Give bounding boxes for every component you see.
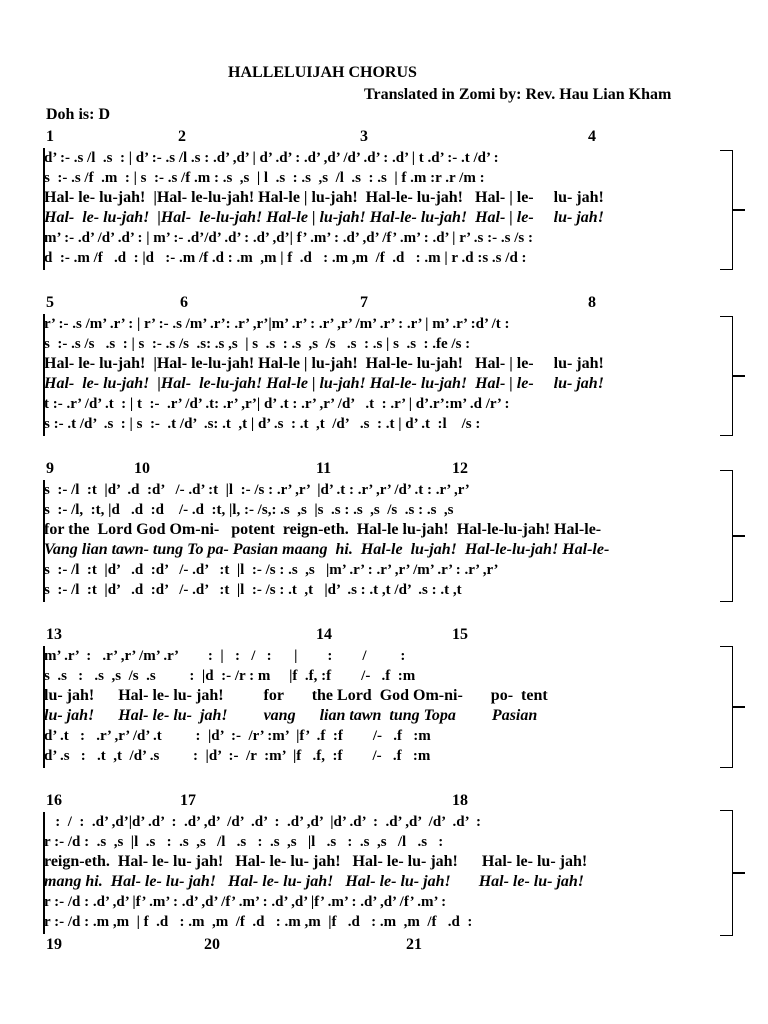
measure-number: 19 bbox=[46, 936, 62, 953]
measure-number: 9 bbox=[46, 460, 54, 477]
measure-number: 2 bbox=[178, 128, 186, 145]
tenor-line: t :- .r’ /d’ .t : | t :- .r’ /d’ .t: .r’ ,r’| d’ .t : .r’ ,r’ /d’ .t : .r’ | d’.r’:m’ .d /r’ : bbox=[44, 396, 510, 412]
measure-number: 13 bbox=[46, 626, 62, 643]
page-title: HALLELUIJAH CHORUS bbox=[228, 64, 417, 81]
soprano-line: r’ :- .s /m’ .r’ : | r’ :- .s /m’ .r’: .r’ ,r’|m’ .r’ : .r’ ,r’ /m’ .r’ : .r’ | m’ .r’ :d’ /t : bbox=[44, 316, 510, 332]
zomi-lyric-line: mang hi. Hal- le- lu- jah! Hal- le- lu- jah! Hal- le- lu- jah! Hal- le- lu- jah! bbox=[44, 873, 585, 890]
measure-number: 5 bbox=[46, 294, 54, 311]
brace-tip bbox=[733, 706, 745, 708]
brace-tip bbox=[733, 535, 745, 537]
zomi-lyric-line: lu- jah! Hal- le- lu- jah! vang lian tawn tung Topa Pasian bbox=[44, 707, 538, 724]
soprano-line: : / : .d’ ,d’|d’ .d’ : .d’ ,d’ /d’ .d’ : .d’ ,d’ |d’ .d’ : .d’ ,d’ /d’ .d’ : bbox=[44, 814, 482, 830]
measure-number: 1 bbox=[46, 128, 54, 145]
measure-number: 10 bbox=[134, 460, 150, 477]
measure-number: 11 bbox=[316, 460, 332, 477]
bass-line: s :- /l :t |d’ .d :d’ /- .d’ :t |l :- /s : .t ,t |d’ .s : .t ,t /d’ .s : .t ,t bbox=[44, 582, 462, 598]
brace-tip bbox=[733, 375, 745, 377]
measure-number: 16 bbox=[46, 792, 62, 809]
translator-credit: Translated in Zomi by: Rev. Hau Lian Kham bbox=[364, 86, 672, 103]
english-lyric-line: lu- jah! Hal- le- lu- jah! for the Lord God Om-ni- po- tent bbox=[44, 687, 548, 704]
alto-line: s :- .s /s .s : | s :- .s /s .s: .s ,s | s .s : .s ,s /s .s : .s | s .s : .fe /s : bbox=[44, 336, 471, 352]
english-lyric-line: for the Lord God Om-ni- potent reign-eth. Hal-le lu-jah! Hal-le-lu-jah! Hal-le- bbox=[44, 521, 602, 538]
system-brace bbox=[720, 316, 733, 436]
bass-line: s :- .t /d’ .s : | s :- .t /d’ .s: .t ,t | d’ .s : .t ,t /d’ .s : .t | d’ .t :l /s : bbox=[44, 416, 481, 432]
measure-number: 17 bbox=[180, 792, 196, 809]
measure-number: 3 bbox=[360, 128, 368, 145]
system-brace bbox=[720, 646, 733, 768]
measure-number: 14 bbox=[316, 626, 332, 643]
bass-line: d’ .s : .t ,t /d’ .s : |d’ :- /r :m’ |f .f, :f /- .f :m bbox=[44, 748, 431, 764]
measure-number: 21 bbox=[406, 936, 422, 953]
system-brace bbox=[720, 810, 733, 936]
tenor-line: r :- /d : .d’ ,d’ |f’ .m’ : .d’ ,d’ /f’ .m’ : .d’ ,d’ |f’ .m’ : .d’ ,d’ /f’ .m’ : bbox=[44, 894, 447, 910]
measure-number: 15 bbox=[452, 626, 468, 643]
bass-line: d :- .m /f .d : |d :- .m /f .d : .m ,m | f .d : .m ,m /f .d : .m | r .d :s .s /d : bbox=[44, 250, 527, 266]
key-signature: Doh is: D bbox=[46, 106, 111, 123]
measure-number: 8 bbox=[588, 294, 596, 311]
soprano-line: s :- /l :t |d’ .d :d’ /- .d’ :t |l :- /s : .r’ ,r’ |d’ .t : .r’ ,r’ /d’ .t : .r’ ,r’ bbox=[44, 482, 470, 498]
tenor-line: m’ :- .d’ /d’ .d’ : | m’ :- .d’/d’ .d’ : .d’ ,d’| f’ .m’ : .d’ ,d’ /f’ .m’ : .d’ | r’ .s :- .s /s : bbox=[44, 230, 533, 246]
zomi-lyric-line: Hal- le- lu-jah! |Hal- le-lu-jah! Hal-le | lu-jah! Hal-le- lu-jah! Hal- | le- lu- jah! bbox=[44, 375, 604, 392]
brace-tip bbox=[733, 209, 745, 211]
tenor-line: d’ .t : .r’ ,r’ /d’ .t : |d’ :- /r’ :m’ |f’ .f :f /- .f :m bbox=[44, 728, 431, 744]
english-lyric-line: Hal- le- lu-jah! |Hal- le-lu-jah! Hal-le | lu-jah! Hal-le- lu-jah! Hal- | le- lu- jah! bbox=[44, 355, 604, 372]
measure-number: 4 bbox=[588, 128, 596, 145]
alto-line: s .s : .s ,s /s .s : |d :- /r : m |f .f, :f /- .f :m bbox=[44, 668, 416, 684]
english-lyric-line: reign-eth. Hal- le- lu- jah! Hal- le- lu- jah! Hal- le- lu- jah! Hal- le- lu- jah! bbox=[44, 853, 588, 870]
alto-line: s :- .s /f .m : | s :- .s /f .m : .s ,s | l .s : .s ,s /l .s : .s | f .m :r .r /m : bbox=[44, 170, 485, 186]
bass-line: r :- /d : .m ,m | f .d : .m ,m /f .d : .m ,m |f .d : .m ,m /f .d : bbox=[44, 914, 473, 930]
tenor-line: s :- /l :t |d’ .d :d’ /- .d’ :t |l :- /s : .s ,s |m’ .r’ : .r’ ,r’ /m’ .r’ : .r’ ,r’ bbox=[44, 562, 499, 578]
zomi-lyric-line: Hal- le- lu-jah! |Hal- le-lu-jah! Hal-le | lu-jah! Hal-le- lu-jah! Hal- | le- lu- jah! bbox=[44, 209, 604, 226]
english-lyric-line: Hal- le- lu-jah! |Hal- le-lu-jah! Hal-le | lu-jah! Hal-le- lu-jah! Hal- | le- lu- jah! bbox=[44, 189, 604, 206]
system-brace bbox=[720, 470, 733, 602]
zomi-lyric-line: Vang lian tawn- tung To pa- Pasian maang hi. Hal-le lu-jah! Hal-le-lu-jah! Hal-le- bbox=[44, 541, 610, 558]
soprano-line: m’ .r’ : .r’ ,r’ /m’ .r’ : | : / : | : / : bbox=[44, 648, 406, 664]
measure-number: 12 bbox=[452, 460, 468, 477]
system-brace bbox=[720, 150, 733, 270]
alto-line: s :- /l, :t, |d .d :d /- .d :t, |l, :- /s,: .s ,s |s .s : .s ,s /s .s : .s ,s bbox=[44, 502, 454, 518]
measure-number: 18 bbox=[452, 792, 468, 809]
brace-tip bbox=[733, 872, 745, 874]
soprano-line: d’ :- .s /l .s : | d’ :- .s /l .s : .d’ ,d’ | d’ .d’ : .d’ ,d’ /d’ .d’ : .d’ | t .d’ :- .t /d’ : bbox=[44, 150, 499, 166]
measure-number: 7 bbox=[360, 294, 368, 311]
alto-line: r :- /d : .s ,s |l .s : .s ,s /l .s : .s ,s |l .s : .s ,s /l .s : bbox=[44, 834, 444, 850]
measure-number: 6 bbox=[180, 294, 188, 311]
measure-number: 20 bbox=[204, 936, 220, 953]
